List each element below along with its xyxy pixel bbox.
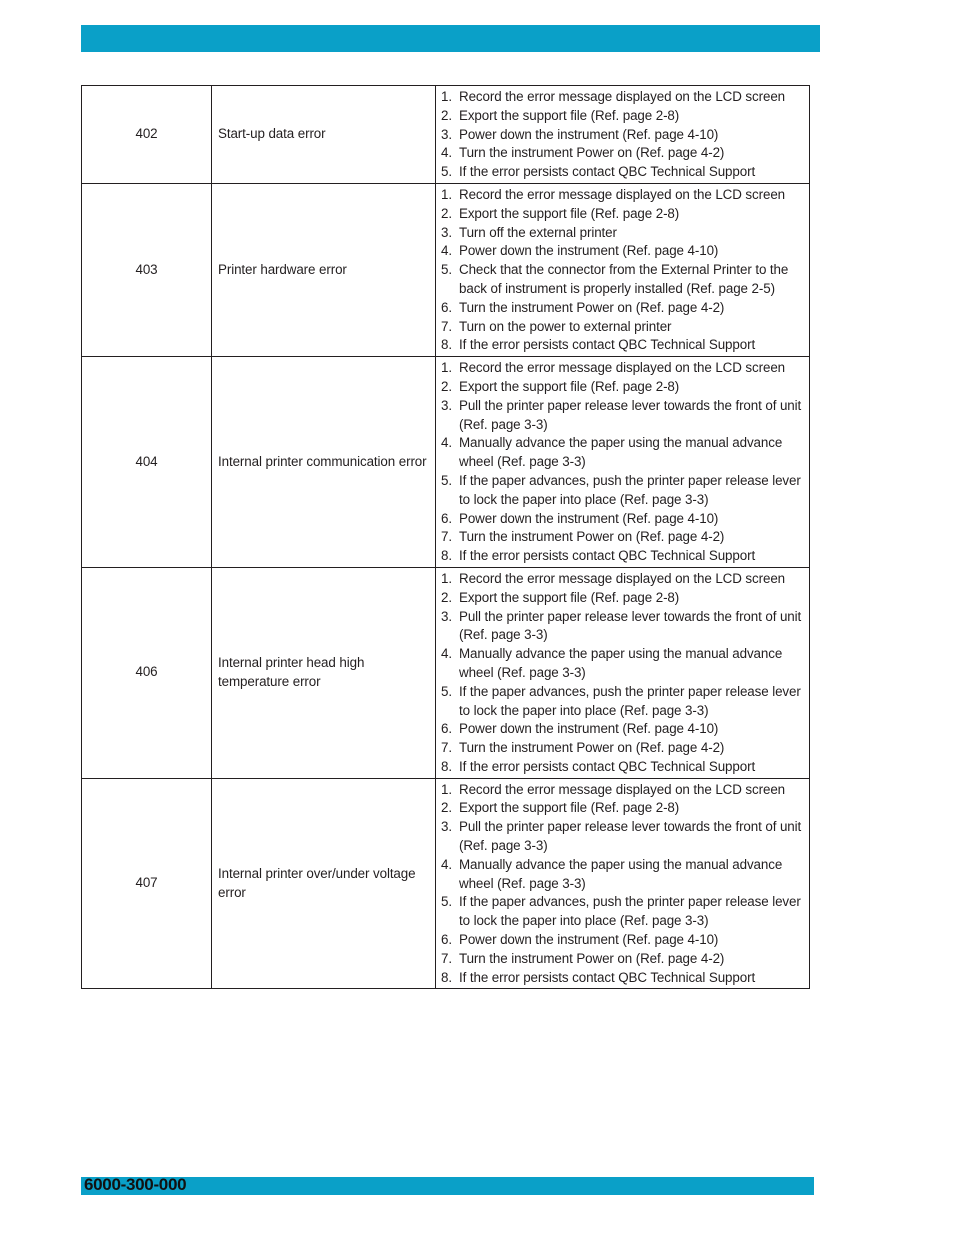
resolution-steps (436, 567, 810, 778)
resolution-steps (436, 357, 810, 568)
step-text: Pull the printer paper release lever towards the front of unit (Ref. page 3-3) (459, 397, 802, 432)
step-number: 1. (441, 570, 452, 586)
step-number: 6. (441, 721, 452, 737)
error-code: 403 (82, 183, 212, 356)
step-text: Power down the instrument (Ref. page 4-10) (459, 721, 719, 737)
step-item (441, 893, 803, 931)
step-text: Export the support file (Ref. page 2-8) (459, 589, 680, 605)
error-row (82, 183, 810, 356)
step-item (441, 781, 803, 800)
step-item (441, 818, 803, 856)
step-number: 2. (441, 107, 452, 123)
step-text: Pull the printer paper release lever towards the front of unit (Ref. page 3-3) (459, 819, 802, 854)
step-number: 5. (441, 472, 452, 488)
step-item (441, 397, 803, 435)
step-number: 2. (441, 378, 452, 394)
step-number: 3. (441, 224, 452, 240)
step-text: Pull the printer paper release lever towards the front of unit (Ref. page 3-3) (459, 608, 802, 643)
step-number: 6. (441, 510, 452, 526)
step-text: Power down the instrument (Ref. page 4-10) (459, 243, 719, 259)
step-text: Manually advance the paper using the manual advance wheel (Ref. page 3-3) (459, 856, 783, 891)
step-number: 8. (441, 758, 452, 774)
error-description: Internal printer communication error (212, 357, 436, 568)
step-number: 7. (441, 318, 452, 334)
step-item (441, 472, 803, 510)
step-text: Power down the instrument (Ref. page 4-10) (459, 510, 719, 526)
step-item (441, 547, 803, 566)
step-number: 1. (441, 781, 452, 797)
resolution-steps (436, 86, 810, 184)
step-item (441, 608, 803, 646)
step-number: 1. (441, 89, 452, 104)
step-number: 7. (441, 529, 452, 545)
step-item (441, 799, 803, 818)
step-number: 5. (441, 894, 452, 910)
step-number: 4. (441, 435, 452, 451)
step-number: 7. (441, 950, 452, 966)
footer-bar (81, 1177, 814, 1195)
error-row (82, 86, 810, 184)
step-number: 1. (441, 360, 452, 376)
error-row (82, 778, 810, 989)
step-number: 3. (441, 126, 452, 142)
step-number: 7. (441, 740, 452, 756)
step-number: 3. (441, 819, 452, 835)
step-number: 8. (441, 548, 452, 564)
step-item (441, 720, 803, 739)
step-item (441, 570, 803, 589)
step-number: 2. (441, 589, 452, 605)
step-number: 4. (441, 145, 452, 161)
step-number: 5. (441, 683, 452, 699)
error-code: 407 (82, 778, 212, 989)
step-text: If the error persists contact QBC Technical Support (459, 164, 756, 180)
step-item (441, 107, 803, 126)
error-description: Internal printer over/under voltage error (212, 778, 436, 989)
step-number: 2. (441, 205, 452, 221)
step-text: Export the support file (Ref. page 2-8) (459, 107, 680, 123)
step-text: Export the support file (Ref. page 2-8) (459, 378, 680, 394)
error-row (82, 567, 810, 778)
step-number: 8. (441, 969, 452, 985)
step-text: Turn off the external printer (459, 224, 617, 240)
step-item (441, 186, 803, 205)
step-text: Turn the instrument Power on (Ref. page 4-2) (459, 145, 725, 161)
document-number: 6000-300-000 (84, 1175, 187, 1194)
resolution-steps (436, 778, 810, 989)
steps-list (441, 781, 803, 988)
step-number: 6. (441, 932, 452, 948)
step-item (441, 950, 803, 969)
step-text: Record the error message displayed on the LCD screen (459, 89, 786, 104)
step-item (441, 589, 803, 608)
step-text: Turn the instrument Power on (Ref. page 4-2) (459, 740, 725, 756)
step-item (441, 318, 803, 337)
step-text: Power down the instrument (Ref. page 4-10) (459, 932, 719, 948)
step-text: If the error persists contact QBC Technical Support (459, 548, 756, 564)
step-item (441, 969, 803, 988)
step-text: Record the error message displayed on the LCD screen (459, 570, 786, 586)
step-number: 4. (441, 646, 452, 662)
step-number: 6. (441, 299, 452, 315)
step-item (441, 359, 803, 378)
step-item (441, 299, 803, 318)
error-code: 404 (82, 357, 212, 568)
step-text: Export the support file (Ref. page 2-8) (459, 800, 680, 816)
steps-list (441, 88, 803, 182)
step-number: 5. (441, 164, 452, 180)
step-text: Export the support file (Ref. page 2-8) (459, 205, 680, 221)
step-number: 2. (441, 800, 452, 816)
header-bar (81, 25, 820, 52)
step-item (441, 336, 803, 355)
error-description: Printer hardware error (212, 183, 436, 356)
steps-list (441, 570, 803, 777)
step-item (441, 261, 803, 299)
step-item (441, 856, 803, 894)
step-item (441, 739, 803, 758)
step-item (441, 163, 803, 182)
error-code: 406 (82, 567, 212, 778)
step-item (441, 378, 803, 397)
step-item (441, 528, 803, 547)
step-item (441, 126, 803, 145)
step-item (441, 931, 803, 950)
error-code: 402 (82, 86, 212, 184)
steps-list (441, 186, 803, 355)
step-number: 1. (441, 186, 452, 202)
step-text: Manually advance the paper using the manual advance wheel (Ref. page 3-3) (459, 435, 783, 470)
error-description: Internal printer head high temperature error (212, 567, 436, 778)
step-item (441, 758, 803, 777)
step-text: Turn the instrument Power on (Ref. page 4-2) (459, 299, 725, 315)
step-text: Record the error message displayed on the LCD screen (459, 781, 786, 797)
step-text: Manually advance the paper using the manual advance wheel (Ref. page 3-3) (459, 646, 783, 680)
step-item (441, 645, 803, 683)
step-text: Power down the instrument (Ref. page 4-10) (459, 126, 719, 142)
steps-list (441, 359, 803, 566)
step-text: Turn on the power to external printer (459, 318, 672, 334)
step-item (441, 205, 803, 224)
step-item (441, 510, 803, 529)
step-number: 8. (441, 337, 452, 353)
step-text: If the paper advances, push the printer paper release lever to lock the paper into place (Ref. page 3-3) (459, 894, 801, 929)
step-item (441, 144, 803, 163)
step-item (441, 242, 803, 261)
error-code-table (81, 85, 810, 989)
step-item (441, 88, 803, 107)
step-number: 5. (441, 262, 452, 278)
error-table-body (82, 86, 810, 989)
step-item (441, 683, 803, 721)
step-number: 4. (441, 856, 452, 872)
step-text: If the error persists contact QBC Technical Support (459, 758, 756, 774)
resolution-steps (436, 183, 810, 356)
step-number: 4. (441, 243, 452, 259)
step-text: Turn the instrument Power on (Ref. page 4-2) (459, 529, 725, 545)
step-text: If the error persists contact QBC Technical Support (459, 337, 756, 353)
step-item (441, 434, 803, 472)
step-text: Record the error message displayed on the LCD screen (459, 186, 786, 202)
step-number: 3. (441, 608, 452, 624)
step-text: If the error persists contact QBC Technical Support (459, 969, 756, 985)
step-text: If the paper advances, push the printer paper release lever to lock the paper into place (Ref. page 3-3) (459, 472, 801, 507)
step-item (441, 224, 803, 243)
step-text: Check that the connector from the External Printer to the back of instrument is properly installed (Ref. page 2-5) (459, 262, 789, 296)
error-description: Start-up data error (212, 86, 436, 184)
step-text: If the paper advances, push the printer paper release lever to lock the paper into place (Ref. page 3-3) (459, 683, 801, 718)
step-text: Turn the instrument Power on (Ref. page 4-2) (459, 950, 725, 966)
step-text: Record the error message displayed on the LCD screen (459, 360, 786, 376)
error-row (82, 357, 810, 568)
step-number: 3. (441, 397, 452, 413)
